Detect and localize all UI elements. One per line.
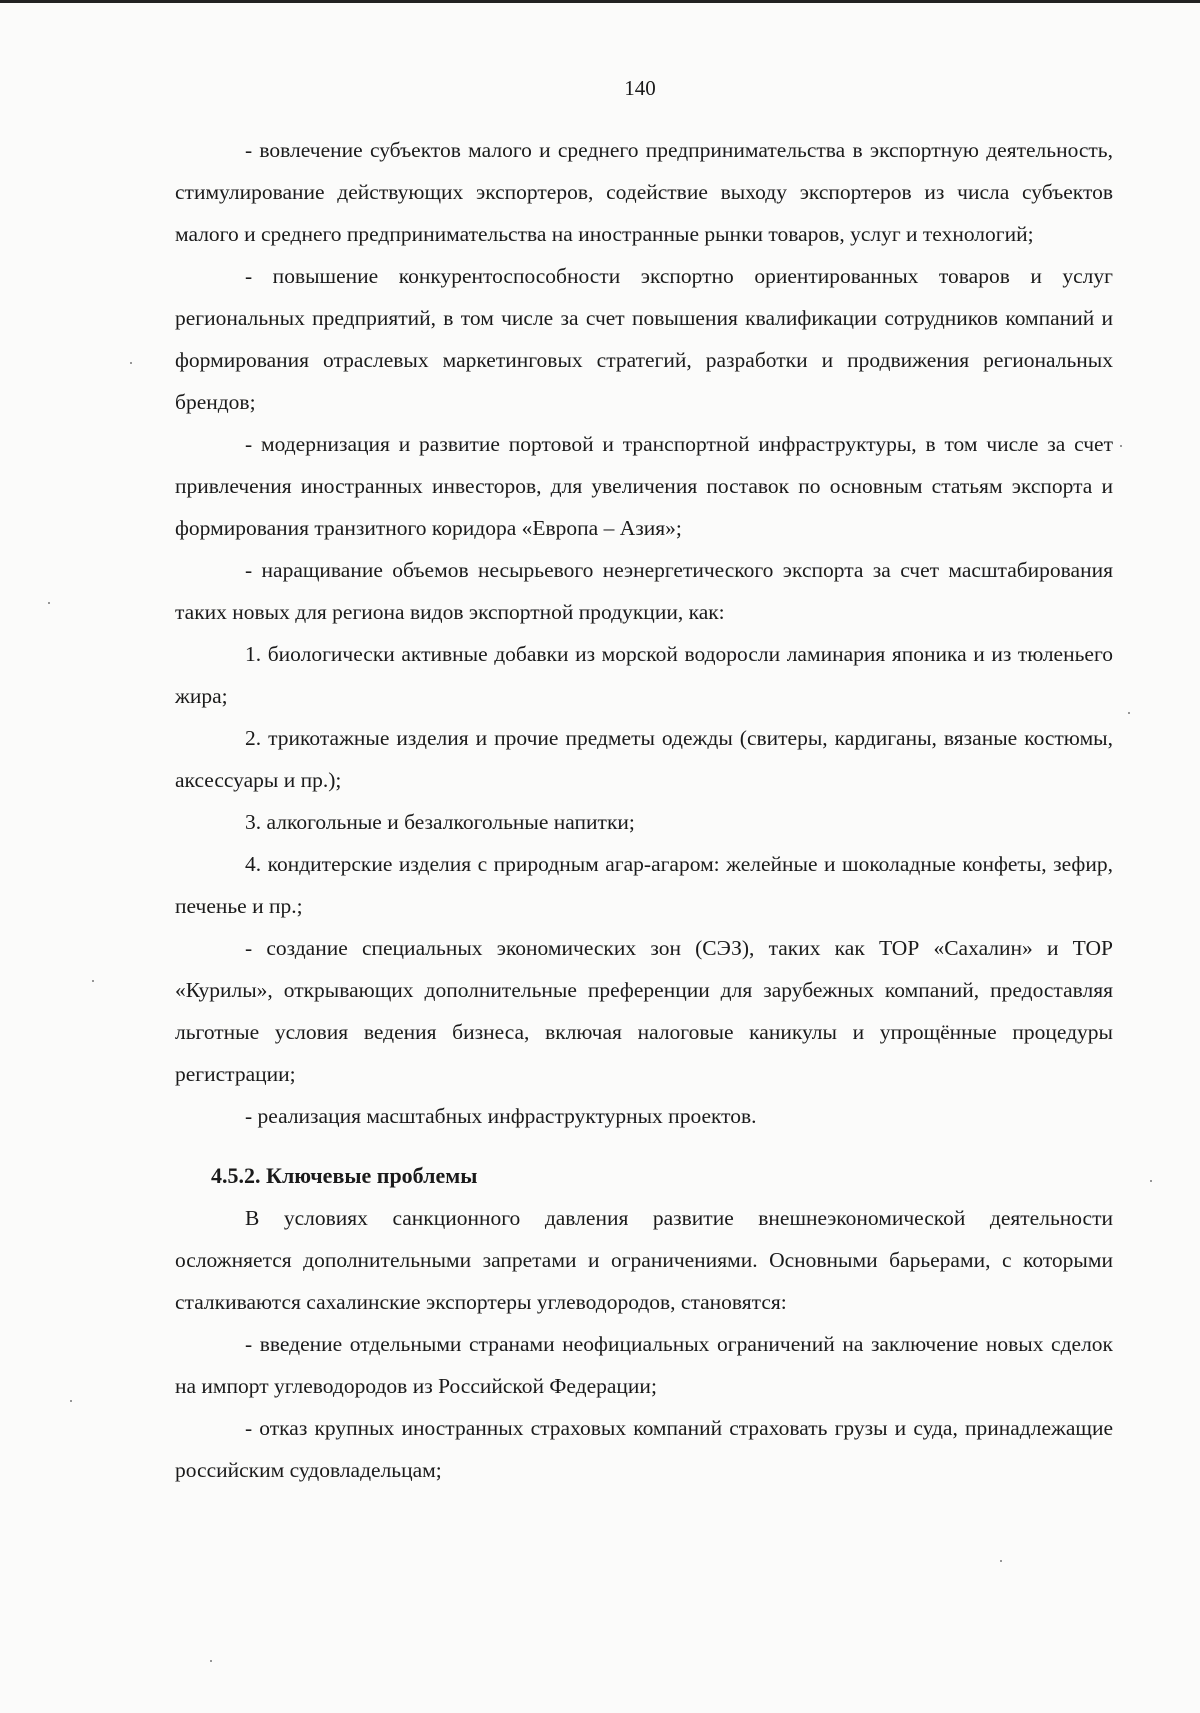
scan-speck [70, 1400, 72, 1402]
scan-speck [92, 980, 94, 982]
list-item-confectionery: 4. кондитерские изделия с природным агар-агаром: желейные и шоколадные конфеты, зефир, печенье и пр.; [175, 852, 1113, 918]
scan-speck [130, 362, 132, 364]
paragraph-export-involvement: - вовлечение субъектов малого и среднего предпринимательства в экспортную деятельность, стимулирование действующих экспортеров, содействие выходу экспортеров из числа субъектов малого и среднего предпринимательства на иностранные рынки товаров, услуг и технологий; [175, 138, 1113, 246]
paragraph-special-economic-zones: - создание специальных экономических зон (СЭЗ), таких как ТОР «Сахалин» и ТОР «Курилы», открывающих дополнительные преференции для зарубежных компаний, предоставляя льготные условия ведения бизнеса, включая налоговые каникулы и упрощённые процедуры регистрации; [175, 936, 1113, 1086]
paragraph-sanctions-pressure: В условиях санкционного давления развитие внешнеэкономической деятельности осложняется дополнительными запретами и ограничениями. Основными барьерами, с которыми сталкиваются сахалинские экспортеры углеводородов, становятся: [175, 1206, 1113, 1314]
page-number: 140 [624, 76, 656, 100]
list-item-supplements: 1. биологически активные добавки из морской водоросли ламинария японика и из тюленьего жира; [175, 642, 1113, 708]
top-border-line [0, 0, 1200, 3]
paragraph-non-energy-export: - наращивание объемов несырьевого неэнергетического экспорта за счет масштабирования таких новых для региона видов экспортной продукции, как: [175, 558, 1113, 624]
paragraph-unofficial-restrictions: - введение отдельными странами неофициальных ограничений на заключение новых сделок на импорт углеводородов из Российской Федерации; [175, 1332, 1113, 1398]
scan-speck [1128, 712, 1130, 714]
scan-speck [210, 1660, 212, 1662]
scan-speck [1000, 1560, 1002, 1562]
paragraph-competitiveness: - повышение конкурентоспособности экспортно ориентированных товаров и услуг региональных предприятий, в том числе за счет повышения квалификации сотрудников компаний и формирования отраслевых маркетинговых стратегий, разработки и продвижения региональных брендов; [175, 264, 1113, 414]
paragraph-port-modernization: - модернизация и развитие портовой и транспортной инфраструктуры, в том числе за счет привлечения иностранных инвесторов, для увеличения поставок по основным статьям экспорта и формирования транзитного коридора «Европа – Азия»; [175, 432, 1113, 540]
list-item-knitwear: 2. трикотажные изделия и прочие предметы одежды (свитеры, кардиганы, вязаные костюмы, аксессуары и пр.); [175, 726, 1113, 792]
document-body [175, 129, 1113, 1491]
scan-speck [1150, 1180, 1152, 1182]
section-heading: 4.5.2. Ключевые проблемы [211, 1163, 478, 1188]
list-item-beverages: 3. алкогольные и безалкогольные напитки; [245, 810, 635, 834]
paragraph-infrastructure-projects: - реализация масштабных инфраструктурных проектов. [245, 1104, 757, 1128]
paragraph-insurance-refusal: - отказ крупных иностранных страховых компаний страховать грузы и суда, принадлежащие российским судовладельцам; [175, 1416, 1113, 1482]
scan-speck [48, 602, 50, 604]
scan-speck [1120, 445, 1122, 447]
